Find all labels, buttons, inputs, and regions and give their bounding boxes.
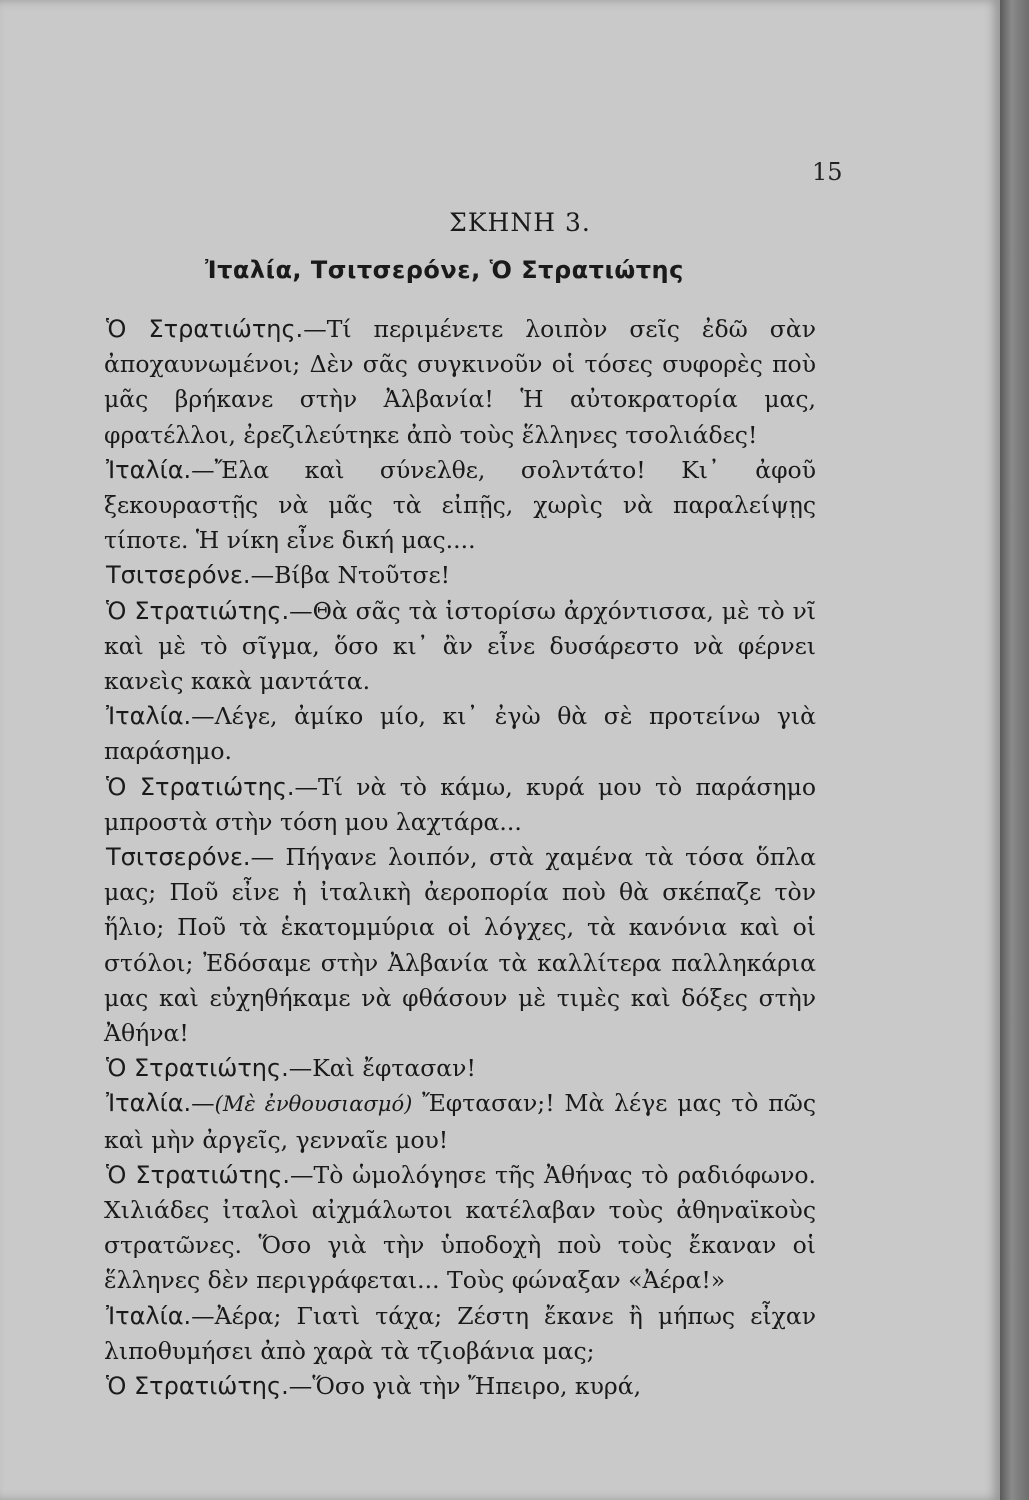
dialogue-paragraph: [104, 1369, 816, 1404]
speech-text: —Βίβα Ντοῦτσε!: [250, 561, 451, 590]
cast-list: Ἰταλία, Τσιτσερόνε, Ὁ Στρατιώτης: [205, 256, 684, 284]
speech-text: —Λέγε, ἀμίκο μίο, κι᾽ ἐγὼ θὰ σὲ προτείνω γιὰ παράσημο.: [104, 702, 816, 766]
page-number: 15: [812, 158, 843, 186]
speaker-name: Ὁ Στρατιώτης.: [106, 1372, 289, 1401]
speech-text: —Ὅσο γιὰ τὴν Ἤπειρο, κυρά,: [288, 1372, 642, 1401]
dialogue-paragraph: [104, 453, 816, 559]
speech-text: —Τί περιμένετε λοιπὸν σεῖς ἐδῶ σὰν ἀποχαυνωμένοι; Δὲν σᾶς συγκινοῦν οἱ τόσες συφορὲς ποὺ μᾶς βρήκανε στὴν Ἀλβανία! Ἡ αὐτοκρατορία μας, φρατέλλοι, ἐρεζιλεύτηκε ἀπὸ τοὺς ἕλληνες τσολιάδες!: [104, 315, 816, 449]
dialogue-paragraph: [104, 699, 816, 769]
speaker-name: Τσιτσερόνε.: [106, 561, 251, 590]
speaker-name: Ὁ Στρατιώτης.: [106, 315, 304, 343]
speech-text: —Τί νὰ τὸ κάμω, κυρά μου τὸ παράσημο μπροστὰ στὴν τόση μου λαχτάρα...: [104, 772, 816, 836]
speech-dash: —: [191, 1089, 215, 1118]
dialogue-paragraph: [104, 770, 816, 840]
speech-text: Ἔφτασαν;! Μὰ λέγε μας τὸ πῶς καὶ μὴν ἀργεῖς, γενναῖε μου!: [104, 1089, 816, 1154]
speaker-name: Ἰταλία.: [106, 1089, 192, 1118]
speaker-name: Ἰταλία.: [106, 1301, 192, 1330]
dialogue-paragraph: [104, 1299, 816, 1369]
speech-text: —Θὰ σᾶς τὰ ἱστορίσω ἀρχόντισσα, μὲ τὸ νῖ καὶ μὲ τὸ σῖγμα, ὅσο κι᾽ ἂν εἶνε δυσάρεστο νὰ φέρνει κανεὶς κακὰ μαντάτα.: [104, 596, 816, 696]
book-spine-edge: [1000, 0, 1029, 1500]
speaker-name: Ἰταλία.: [106, 702, 192, 731]
speech-text: —Καὶ ἔφτασαν!: [288, 1054, 476, 1083]
dialogue-paragraph: [104, 312, 816, 453]
speech-text: —Ἔλα καὶ σύνελθε, σολντάτο! Κι᾽ ἀφοῦ ξεκουραστῇς νὰ μᾶς τὰ εἰπῇς, χωρὶς νὰ παραλείψῃς τίποτε. Ἡ νίκη εἶνε δική μας....: [104, 455, 816, 555]
speech-text: — Πήγανε λοιπόν, στὰ χαμένα τὰ τόσα ὅπλα μας; Ποῦ εἶνε ἡ ἰταλικὴ ἀεροπορία ποὺ θὰ σκέπαζε τὸν ἥλιο; Ποῦ τὰ ἑκατομμύρια οἱ λόγχες, τὰ κανόνια καὶ οἱ στόλοι; Ἐδόσαμε στὴν Ἀλβανία τὰ καλλίτερα παλληκάρια μας καὶ εὐχηθήκαμε νὰ φθάσουν μὲ τιμὲς καὶ δόξες στὴν Ἀθήνα!: [104, 843, 816, 1048]
speaker-name: Τσιτσερόνε.: [106, 843, 251, 872]
speech-text: —Τὸ ὡμολόγησε τῆς Ἀθήνας τὸ ραδιόφωνο. Χιλιάδες ἰταλοὶ αἰχμάλωτοι κατέλαβαν τοὺς ἀθηναϊκοὺς στρατῶνες. Ὅσο γιὰ τὴν ὑποδοχὴ ποὺ τοὺς ἔκαναν οἱ ἕλληνες δὲν περιγράφεται... Τοὺς φώναξαν «Ἀέρα!»: [104, 1160, 817, 1295]
scene-title: ΣΚΗΝΗ 3.: [449, 208, 591, 237]
dialogue-paragraph: [104, 1158, 816, 1299]
dialogue-paragraph: [104, 594, 816, 700]
dialogue-paragraph: [104, 1086, 816, 1157]
dialogue-text: [104, 312, 816, 1404]
dialogue-paragraph: [104, 840, 816, 1051]
speaker-name: Ἰταλία.: [106, 455, 192, 484]
speaker-name: Ὁ Στρατιώτης.: [106, 1054, 289, 1083]
stage-direction: (Μὲ ἐνθουσιασμό): [214, 1092, 413, 1117]
speaker-name: Ὁ Στρατιώτης.: [106, 596, 290, 625]
dialogue-paragraph: [104, 1051, 816, 1086]
speaker-name: Ὁ Στρατιώτης.: [106, 1160, 291, 1189]
speech-text: —Ἀέρα; Γιατὶ τάχα; Ζέστη ἔκανε ἢ μήπως εἶχαν λιποθυμήσει ἀπὸ χαρὰ τὰ τζιοβάνια μας;: [104, 1301, 816, 1365]
speaker-name: Ὁ Στρατιώτης.: [106, 772, 295, 801]
dialogue-paragraph: [104, 558, 816, 593]
